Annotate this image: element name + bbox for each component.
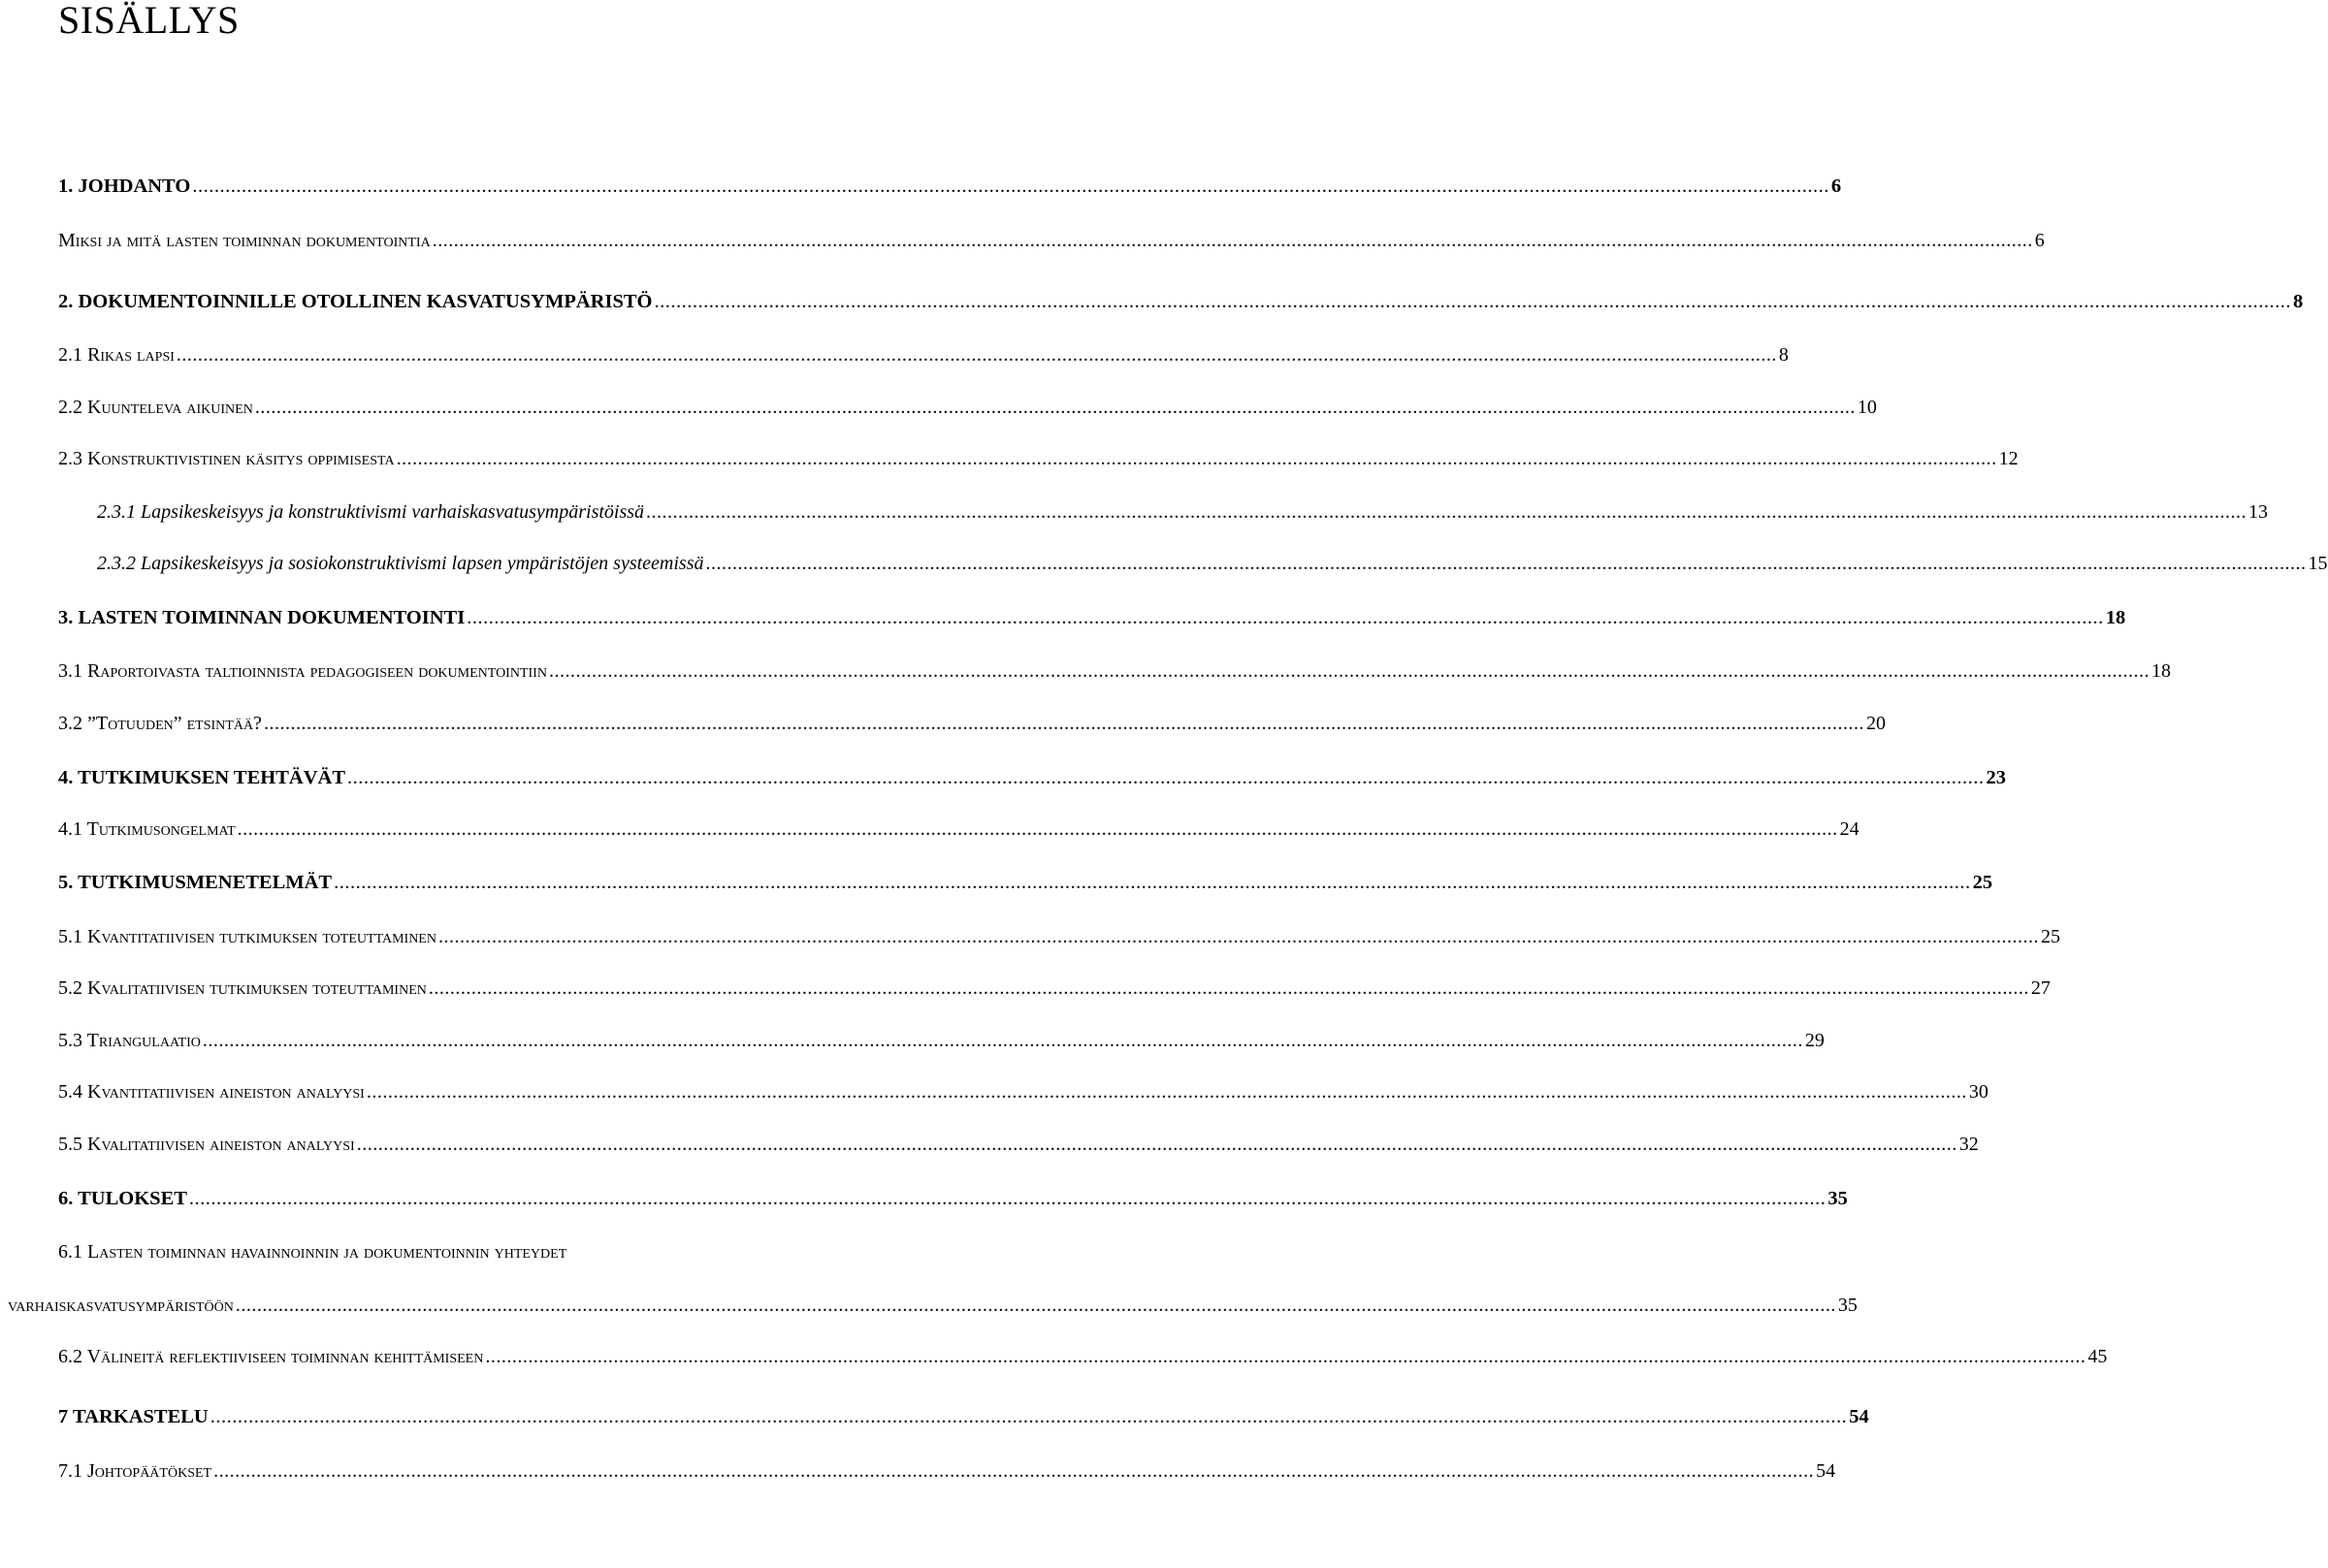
toc-entry-label: 6.1 Lasten toiminnan havainnoinnin ja dokumentoinnin yhteydet bbox=[58, 1241, 567, 1263]
toc-entry-5-4[interactable] bbox=[58, 1080, 1988, 1104]
toc-entry-label: 4.1 Tutkimusongelmat bbox=[58, 818, 236, 840]
toc-entry-label: 4. TUTKIMUKSEN TEHTÄVÄT bbox=[58, 767, 345, 788]
toc-page-number: 54 bbox=[1816, 1460, 1836, 1482]
toc-entry-tulokset[interactable] bbox=[58, 1187, 1848, 1210]
dot-leader: ............................................................................................................................................................................................................................................................................................................ bbox=[428, 977, 2029, 999]
toc-page-number: 6 bbox=[1830, 176, 1842, 197]
toc-page-number: 54 bbox=[1849, 1406, 1869, 1427]
toc-entry-label: 2.3.2 Lapsikeskeisyys ja sosiokonstruktivismi lapsen ympäristöjen systeemissä bbox=[97, 553, 704, 574]
toc-entry-3-2[interactable] bbox=[58, 712, 1886, 735]
dot-leader: ............................................................................................................................................................................................................................................................................................................ bbox=[192, 176, 1829, 197]
toc-entry-label: 2.2 Kuunteleva aikuinen bbox=[58, 397, 253, 418]
dot-leader: ............................................................................................................................................................................................................................................................................................................ bbox=[467, 607, 2104, 628]
toc-entry-label: 6.2 Välineitä reflektiiviseen toiminnan kehittämiseen bbox=[58, 1346, 484, 1367]
toc-entry-menetelmat[interactable] bbox=[58, 871, 1993, 894]
dot-leader: ............................................................................................................................................................................................................................................................................................................ bbox=[188, 1188, 1827, 1209]
toc-page-number: 18 bbox=[2150, 660, 2171, 682]
toc-entry-label: 5.5 Kvalitatiivisen aineiston analyysi bbox=[58, 1134, 355, 1155]
dot-leader: ............................................................................................................................................................................................................................................................................................................ bbox=[654, 291, 2291, 312]
toc-entry-5-2[interactable] bbox=[58, 976, 2051, 1000]
toc-page-number: 23 bbox=[1986, 767, 2006, 788]
dot-leader: ............................................................................................................................................................................................................................................................................................................ bbox=[548, 660, 2150, 682]
toc-entry-6-1-line2[interactable] bbox=[8, 1294, 1858, 1317]
toc-page-number: 6 bbox=[2034, 230, 2045, 251]
toc-page-number: 12 bbox=[1998, 448, 2019, 469]
toc-entry-rikas-lapsi[interactable] bbox=[58, 343, 1789, 367]
toc-entry-2-3-2[interactable] bbox=[97, 552, 2328, 575]
page-title: SISÄLLYS bbox=[58, 0, 240, 42]
dot-leader: ............................................................................................................................................................................................................................................................................................................ bbox=[213, 1460, 1815, 1482]
toc-page-number: 8 bbox=[1778, 344, 1789, 366]
dot-leader: ............................................................................................................................................................................................................................................................................................................ bbox=[176, 344, 1777, 366]
dot-leader: ............................................................................................................................................................................................................................................................................................................ bbox=[334, 872, 1971, 893]
toc-page-number: 45 bbox=[2087, 1346, 2108, 1367]
toc-entry-label: 6. TULOKSET bbox=[58, 1188, 187, 1209]
toc-page-number: 20 bbox=[1865, 713, 1886, 734]
toc-entry-label: 1. JOHDANTO bbox=[58, 176, 191, 197]
toc-entry-label: 5.1 Kvantitatiivisen tutkimuksen toteuttaminen bbox=[58, 926, 436, 947]
toc-entry-label: 5.2 Kvalitatiivisen tutkimuksen toteuttaminen bbox=[58, 977, 427, 999]
toc-entry-6-1-line1[interactable] bbox=[58, 1240, 897, 1264]
dot-leader: ............................................................................................................................................................................................................................................................................................................ bbox=[396, 448, 1997, 469]
dot-leader: ............................................................................................................................................................................................................................................................................................................ bbox=[366, 1081, 1967, 1103]
toc-entry-label: 3.1 Raportoivasta taltioinnista pedagogiseen dokumentointiin bbox=[58, 660, 547, 682]
toc-entry-label: 2. DOKUMENTOINNILLE OTOLLINEN KASVATUSYMPÄRISTÖ bbox=[58, 291, 653, 312]
toc-entry-3-1[interactable] bbox=[58, 659, 2171, 683]
toc-entry-label: 3.2 ”Totuuden” etsintää? bbox=[58, 713, 262, 734]
toc-entry-label: 5.4 Kvantitatiivisen aineiston analyysi bbox=[58, 1081, 365, 1103]
toc-entry-label: 3. LASTEN TOIMINNAN DOKUMENTOINTI bbox=[58, 607, 466, 628]
toc-page-number: 29 bbox=[1804, 1030, 1825, 1051]
dot-leader: ............................................................................................................................................................................................................................................................................................................ bbox=[202, 1030, 1803, 1051]
toc-page-number: 35 bbox=[1827, 1188, 1848, 1209]
toc-entry-5-3[interactable] bbox=[58, 1029, 1825, 1052]
toc-entry-label: 7.1 Johtopäätökset bbox=[58, 1460, 212, 1482]
toc-entry-4-1[interactable] bbox=[58, 817, 1859, 841]
dot-leader: ............................................................................................................................................................................................................................................................................................................ bbox=[437, 926, 2039, 947]
toc-page-number: 27 bbox=[2030, 977, 2051, 999]
toc-entry-5-1[interactable] bbox=[58, 925, 2060, 948]
dot-leader: ............................................................................................................................................................................................................................................................................................................ bbox=[263, 713, 1864, 734]
toc-entry-tehtavat[interactable] bbox=[58, 766, 2006, 789]
toc-entry-label: 2.3 Konstruktivistinen käsitys oppimisesta bbox=[58, 448, 395, 469]
toc-entry-5-5[interactable] bbox=[58, 1133, 1979, 1156]
dot-leader: ............................................................................................................................................................................................................................................................................................................ bbox=[210, 1406, 1848, 1427]
dot-leader: ............................................................................................................................................................................................................................................................................................................ bbox=[432, 230, 2033, 251]
toc-page-number: 15 bbox=[2308, 553, 2328, 574]
toc-entry-label: 7 TARKASTELU bbox=[58, 1406, 209, 1427]
dot-leader: ............................................................................................................................................................................................................................................................................................................ bbox=[237, 818, 1838, 840]
toc-entry-tarkastelu[interactable] bbox=[58, 1405, 1869, 1428]
toc-page-number: 35 bbox=[1837, 1295, 1858, 1316]
toc-entry-6-2[interactable] bbox=[58, 1345, 2108, 1368]
toc-entry-label: 2.1 Rikas lapsi bbox=[58, 344, 175, 366]
dot-leader: ............................................................................................................................................................................................................................................................................................................ bbox=[356, 1134, 1957, 1155]
dot-leader: ............................................................................................................................................................................................................................................................................................................ bbox=[646, 501, 2247, 523]
toc-page-number: 8 bbox=[2292, 291, 2304, 312]
toc-page-number: 25 bbox=[2040, 926, 2060, 947]
toc-entry-label: Miksi ja mitä lasten toiminnan dokumentointia bbox=[58, 230, 431, 251]
toc-page-number: 32 bbox=[1958, 1134, 1979, 1155]
toc-entry-label: varhaiskasvatusympäristöön bbox=[8, 1295, 234, 1316]
toc-page-number: 13 bbox=[2248, 501, 2269, 523]
toc-entry-johdanto[interactable] bbox=[58, 175, 1842, 198]
toc-entry-label: 5.3 Triangulaatio bbox=[58, 1030, 201, 1051]
toc-page-number: 30 bbox=[1968, 1081, 1988, 1103]
toc-entry-label: 5. TUTKIMUSMENETELMÄT bbox=[58, 872, 333, 893]
dot-leader: ............................................................................................................................................................................................................................................................................................................ bbox=[235, 1295, 1836, 1316]
toc-entry-kuunteleva-aikuinen[interactable] bbox=[58, 396, 1877, 419]
toc-entry-kasvatusymparisto[interactable] bbox=[58, 290, 2304, 313]
toc-entry-dokumentointi[interactable] bbox=[58, 606, 2126, 629]
toc-entry-konstruktivistinen[interactable] bbox=[58, 447, 2019, 470]
toc-page-number: 25 bbox=[1972, 872, 1993, 893]
toc-entry-label: 2.3.1 Lapsikeskeisyys ja konstruktivismi varhaiskasvatusympäristöissä bbox=[97, 501, 645, 523]
dot-leader: ............................................................................................................................................................................................................................................................................................................ bbox=[347, 767, 1985, 788]
dot-leader: ............................................................................................................................................................................................................................................................................................................ bbox=[705, 553, 2307, 574]
dot-leader: ............................................................................................................................................................................................................................................................................................................ bbox=[485, 1346, 2086, 1367]
toc-entry-2-3-1[interactable] bbox=[97, 500, 2269, 524]
toc-page-number: 18 bbox=[2105, 607, 2126, 628]
dot-leader: ............................................................................................................................................................................................................................................................................................................ bbox=[254, 397, 1856, 418]
toc-entry-7-1[interactable] bbox=[58, 1459, 1836, 1483]
toc-entry-miksi[interactable] bbox=[58, 229, 2045, 252]
toc-page-number: 10 bbox=[1857, 397, 1877, 418]
toc-page-number: 24 bbox=[1839, 818, 1859, 840]
